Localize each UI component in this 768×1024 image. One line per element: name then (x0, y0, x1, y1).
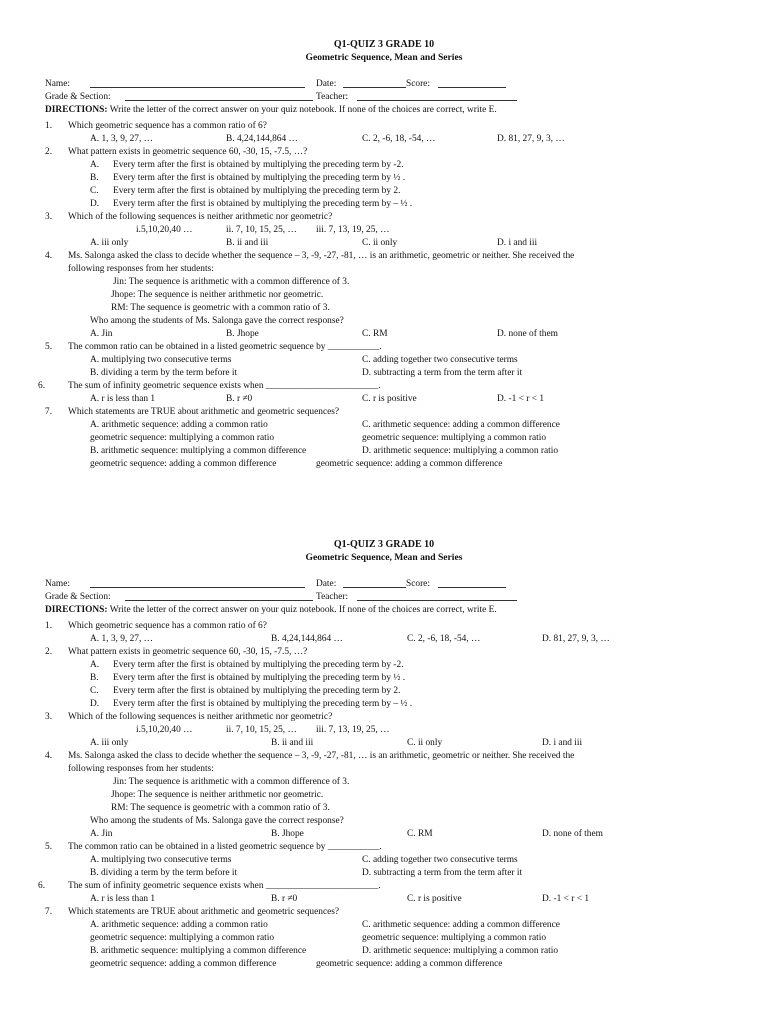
question-text: The sum of infinity geometric sequence exists when ________________________. (68, 381, 381, 391)
sequence-iii: iii. 7, 13, 19, 25, … (316, 725, 390, 735)
choice-a: A. r is less than 1 (90, 894, 156, 904)
choice-b-line-2: geometric sequence: adding a common difference (90, 959, 277, 969)
question-2-choice-c (0, 685, 768, 698)
grade-teacher-row (0, 591, 768, 604)
question-4-cont (0, 763, 768, 776)
question-2-choice-a (0, 159, 768, 172)
choice-c-line-2: geometric sequence: multiplying a common ratio (362, 933, 547, 943)
choice-d: D. i and iii (497, 238, 538, 248)
question-text: Which statements are TRUE about arithmetic and geometric sequences? (68, 907, 340, 917)
question-2-choice-a (0, 659, 768, 672)
question-2-choice-d (0, 198, 768, 211)
sequence-ii: ii. 7, 10, 15, 25, … (226, 225, 297, 235)
choice-text: Every term after the first is obtained by multiplying the preceding term by 2. (113, 686, 401, 696)
choice-c: C. adding together two consecutive terms (362, 355, 518, 365)
choice-b: B. dividing a term by the term before it (90, 368, 238, 378)
directions (0, 104, 768, 117)
sequence-iii: iii. 7, 13, 19, 25, … (316, 225, 390, 235)
date-blank (343, 78, 406, 88)
name-label: Name: (45, 79, 70, 89)
choice-b: B. ii and iii (226, 238, 269, 248)
directions-text: Write the letter of the correct answer on your quiz notebook. If none of the choices are correct, write E. (109, 105, 497, 115)
question-5 (0, 841, 768, 854)
question-2 (0, 646, 768, 659)
question-3-sequences (0, 724, 768, 737)
question-number: 2. (45, 147, 53, 157)
choice-b: B. ii and iii (271, 738, 314, 748)
question-2-choice-b (0, 172, 768, 185)
question-6-choices (0, 893, 768, 906)
choice-a: A. iii only (90, 238, 129, 248)
choice-a-line-2: geometric sequence: multiplying a common ratio (90, 933, 275, 943)
choice-letter: D. (90, 199, 100, 209)
choice-b: B. 4,24,144,864 … (226, 134, 298, 144)
response-jin: Jin: The sequence is arithmetic with a common difference of 3. (113, 777, 350, 787)
question-number: 4. (45, 251, 53, 261)
sequence-ii: ii. 7, 10, 15, 25, … (226, 725, 297, 735)
question-number: 1. (45, 621, 53, 631)
choice-letter: A. (90, 160, 100, 170)
choice-a-line-1: A. arithmetic sequence: adding a common ratio (90, 420, 268, 430)
choice-c: C. RM (407, 829, 433, 839)
choice-text: Every term after the first is obtained by multiplying the preceding term by ½ . (113, 173, 406, 183)
choice-b: B. Jhope (271, 829, 304, 839)
response-jin: Jin: The sequence is arithmetic with a common difference of 3. (113, 277, 350, 287)
question-text: Ms. Salonga asked the class to decide whether the sequence – 3, -9, -27, -81, … is an arithmetic, geometric or neither. She received the (68, 751, 575, 761)
choice-d-line-1: D. arithmetic sequence: multiplying a common ratio (362, 946, 559, 956)
choice-c: C. r is positive (407, 894, 462, 904)
choice-text: Every term after the first is obtained by multiplying the preceding term by ½ . (113, 673, 406, 683)
choice-c-line-2: geometric sequence: multiplying a common ratio (362, 433, 547, 443)
quiz-copy-2 (0, 538, 768, 971)
question-4-choices (0, 828, 768, 841)
choice-d: D. 81, 27, 9, 3, … (497, 134, 565, 144)
choice-c-line-1: C. arithmetic sequence: adding a common difference (362, 920, 560, 930)
choice-d-line-2: geometric sequence: adding a common difference (316, 459, 503, 469)
choice-a: A. iii only (90, 738, 129, 748)
choice-c: C. adding together two consecutive terms (362, 855, 518, 865)
question-number: 1. (45, 121, 53, 131)
question-text: Which geometric sequence has a common ratio of 6? (68, 621, 267, 631)
choice-a: A. 1, 3, 9, 27, … (90, 134, 154, 144)
grade-label: Grade & Section: (45, 592, 111, 602)
choice-c-line-1: C. arithmetic sequence: adding a common difference (362, 420, 560, 430)
choice-letter: B. (90, 173, 99, 183)
question-4-choices (0, 328, 768, 341)
question-text-cont: following responses from her students: (68, 764, 214, 774)
question-number: 2. (45, 647, 53, 657)
sequence-i: i.5,10,20,40 … (136, 725, 193, 735)
question-1 (0, 620, 768, 633)
question-text: Which of the following sequences is neither arithmetic nor geometric? (68, 712, 333, 722)
response-rm: RM: The sequence is geometric with a common ratio of 3. (111, 803, 330, 813)
teacher-label: Teacher: (316, 592, 349, 602)
question-number: 3. (45, 212, 53, 222)
question-4-prompt: Who among the students of Ms. Salonga gave the correct response? (90, 316, 344, 326)
directions (0, 604, 768, 617)
question-3-choices (0, 737, 768, 750)
choice-d-line-2: geometric sequence: adding a common difference (316, 959, 503, 969)
choice-b-line-2: geometric sequence: adding a common difference (90, 459, 277, 469)
quiz-subtitle: Geometric Sequence, Mean and Series (305, 552, 463, 563)
choice-b: B. dividing a term by the term before it (90, 868, 238, 878)
question-text: The common ratio can be obtained in a listed geometric sequence by ___________. (68, 342, 382, 352)
question-3-choices (0, 237, 768, 250)
question-number: 6. (38, 381, 46, 391)
choice-text: Every term after the first is obtained by multiplying the preceding term by – ½ . (113, 699, 413, 709)
teacher-blank (357, 91, 517, 101)
name-date-score-row (0, 78, 768, 91)
question-number: 3. (45, 712, 53, 722)
choice-text: Every term after the first is obtained by multiplying the preceding term by 2. (113, 186, 401, 196)
quiz-title: Q1-QUIZ 3 GRADE 10 (333, 539, 435, 550)
choice-b: B. 4,24,144,864 … (271, 634, 343, 644)
grade-blank (125, 91, 313, 101)
choice-c: C. r is positive (362, 394, 417, 404)
choice-b-line-1: B. arithmetic sequence: multiplying a common difference (90, 946, 307, 956)
question-text: The common ratio can be obtained in a listed geometric sequence by ___________. (68, 842, 382, 852)
question-text: The sum of infinity geometric sequence exists when ________________________. (68, 881, 381, 891)
choice-d: D. none of them (542, 829, 603, 839)
question-2-choice-b (0, 672, 768, 685)
choice-d: D. -1 < r < 1 (542, 894, 590, 904)
question-7 (0, 906, 768, 919)
question-number: 4. (45, 751, 53, 761)
choice-d: D. subtracting a term from the term after it (362, 868, 523, 878)
teacher-label: Teacher: (316, 92, 349, 102)
response-jhope: Jhope: The sequence is neither arithmetic nor geometric. (111, 790, 324, 800)
directions-label: DIRECTIONS: (45, 105, 108, 115)
date-blank (343, 578, 406, 588)
choice-text: Every term after the first is obtained by multiplying the preceding term by – ½ . (113, 199, 413, 209)
quiz-title: Q1-QUIZ 3 GRADE 10 (333, 39, 435, 50)
grade-blank (125, 591, 313, 601)
question-2-choice-c (0, 185, 768, 198)
choice-b: B. r ≠0 (226, 394, 253, 404)
choice-text: Every term after the first is obtained by multiplying the preceding term by -2. (113, 660, 404, 670)
question-2-choice-d (0, 698, 768, 711)
date-label: Date: (316, 579, 337, 589)
question-number: 7. (45, 907, 53, 917)
choice-d: D. i and iii (542, 738, 583, 748)
question-text: Which of the following sequences is neither arithmetic nor geometric? (68, 212, 333, 222)
choice-d-line-1: D. arithmetic sequence: multiplying a common ratio (362, 446, 559, 456)
score-blank (438, 78, 506, 88)
choice-d: D. 81, 27, 9, 3, … (542, 634, 610, 644)
choice-letter: D. (90, 699, 100, 709)
grade-label: Grade & Section: (45, 92, 111, 102)
question-3 (0, 211, 768, 224)
choice-d: D. subtracting a term from the term after it (362, 368, 523, 378)
question-4 (0, 250, 768, 263)
choice-c: C. ii only (407, 738, 443, 748)
question-number: 6. (38, 881, 46, 891)
date-label: Date: (316, 79, 337, 89)
choice-d: D. none of them (497, 329, 558, 339)
question-6-choices (0, 393, 768, 406)
choice-c: C. 2, -6, 18, -54, … (407, 634, 481, 644)
choice-letter: B. (90, 673, 99, 683)
question-1-choices (0, 133, 768, 146)
sequence-i: i.5,10,20,40 … (136, 225, 193, 235)
choice-text: Every term after the first is obtained by multiplying the preceding term by -2. (113, 160, 404, 170)
choice-a: A. multiplying two consecutive terms (90, 855, 232, 865)
question-text: Which geometric sequence has a common ratio of 6? (68, 121, 267, 131)
directions-text: Write the letter of the correct answer on your quiz notebook. If none of the choices are correct, write E. (109, 605, 497, 615)
teacher-blank (357, 591, 517, 601)
directions-label: DIRECTIONS: (45, 605, 108, 615)
choice-c: C. RM (362, 329, 388, 339)
question-text: Which statements are TRUE about arithmetic and geometric sequences? (68, 407, 340, 417)
quiz-subtitle: Geometric Sequence, Mean and Series (305, 52, 463, 63)
choice-a: A. r is less than 1 (90, 394, 156, 404)
choice-letter: C. (90, 186, 99, 196)
question-1 (0, 120, 768, 133)
choice-b: B. r ≠0 (271, 894, 298, 904)
question-4 (0, 750, 768, 763)
score-label: Score: (406, 79, 430, 89)
choice-letter: C. (90, 686, 99, 696)
choice-a: A. Jin (90, 329, 113, 339)
choice-c: C. ii only (362, 238, 398, 248)
quiz-copy-1 (0, 38, 768, 471)
choice-a: A. multiplying two consecutive terms (90, 355, 232, 365)
question-6 (0, 380, 768, 393)
choice-a: A. 1, 3, 9, 27, … (90, 634, 154, 644)
choice-a: A. Jin (90, 829, 113, 839)
question-6 (0, 880, 768, 893)
response-rm: RM: The sequence is geometric with a common ratio of 3. (111, 303, 330, 313)
choice-b: B. Jhope (226, 329, 259, 339)
grade-teacher-row (0, 91, 768, 104)
question-text: What pattern exists in geometric sequence 60, -30, 15, -7.5, …? (68, 647, 308, 657)
question-3-sequences (0, 224, 768, 237)
question-text: What pattern exists in geometric sequence 60, -30, 15, -7.5, …? (68, 147, 308, 157)
question-1-choices (0, 633, 768, 646)
name-blank (90, 78, 305, 88)
choice-b-line-1: B. arithmetic sequence: multiplying a common difference (90, 446, 307, 456)
choice-a-line-2: geometric sequence: multiplying a common ratio (90, 433, 275, 443)
question-number: 5. (45, 342, 53, 352)
question-7 (0, 406, 768, 419)
question-3 (0, 711, 768, 724)
name-date-score-row (0, 578, 768, 591)
choice-c: C. 2, -6, 18, -54, … (362, 134, 436, 144)
question-number: 7. (45, 407, 53, 417)
score-label: Score: (406, 579, 430, 589)
choice-letter: A. (90, 660, 100, 670)
name-label: Name: (45, 579, 70, 589)
question-2 (0, 146, 768, 159)
question-number: 5. (45, 842, 53, 852)
question-text: Ms. Salonga asked the class to decide whether the sequence – 3, -9, -27, -81, … is an arithmetic, geometric or neither. She received the (68, 251, 575, 261)
question-4-cont (0, 263, 768, 276)
score-blank (438, 578, 506, 588)
question-text-cont: following responses from her students: (68, 264, 214, 274)
choice-d: D. -1 < r < 1 (497, 394, 545, 404)
question-4-prompt: Who among the students of Ms. Salonga gave the correct response? (90, 816, 344, 826)
question-5 (0, 341, 768, 354)
name-blank (90, 578, 305, 588)
response-jhope: Jhope: The sequence is neither arithmetic nor geometric. (111, 290, 324, 300)
choice-a-line-1: A. arithmetic sequence: adding a common ratio (90, 920, 268, 930)
